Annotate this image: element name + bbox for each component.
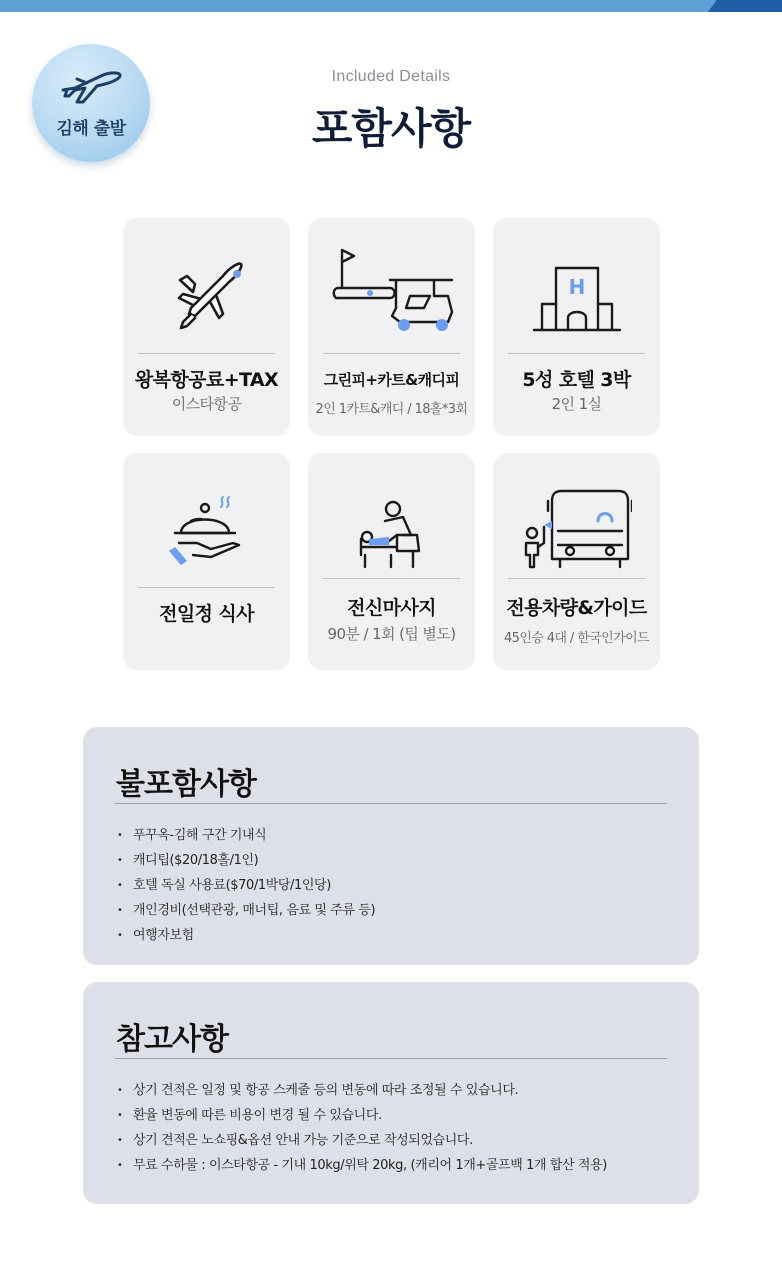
card-divider xyxy=(323,353,460,354)
list-item: • 상기 견적은 노쇼핑&옵션 안내 가능 기준으로 작성되었습니다. xyxy=(117,1128,607,1153)
golf-cart-icon xyxy=(330,248,454,334)
panel-divider xyxy=(115,1058,667,1059)
list-item: • 상기 견적은 일정 및 항공 스케줄 등의 변동에 따라 조정될 수 있습니다. xyxy=(117,1078,607,1103)
card-subtitle: 2인 1카트&캐디 / 18홀*3회 xyxy=(315,402,468,417)
page-title: 포함사항 xyxy=(311,104,471,153)
hotel-icon xyxy=(532,266,622,332)
notes-panel xyxy=(83,982,699,1204)
card-subtitle: 45인승 4대 / 한국인가이드 xyxy=(503,631,649,646)
card-divider xyxy=(508,353,645,354)
card-divider xyxy=(323,578,460,579)
card-title: 5성 호텔 3박 xyxy=(522,369,631,391)
card-divider xyxy=(138,353,275,354)
notes-title: 참고사항 xyxy=(116,1022,228,1057)
card-title: 그린피+카트&캐디피 xyxy=(323,371,460,389)
card-divider xyxy=(138,587,275,588)
included-card-hotel xyxy=(493,218,660,436)
included-card-airfare xyxy=(123,218,290,436)
card-divider xyxy=(508,578,645,579)
excluded-panel xyxy=(83,727,699,965)
excluded-title: 불포함사항 xyxy=(116,767,256,802)
card-title: 전용차량&가이드 xyxy=(506,597,647,619)
top-bar-accent xyxy=(708,0,782,12)
included-card-meals xyxy=(123,453,290,670)
badge-label: 김해 출발 xyxy=(56,119,126,139)
list-item: • 무료 수하물 : 이스타항공 - 기내 10kg/위탁 20kg, (캐리어 1개+골프백 1개 합산 적용) xyxy=(117,1153,607,1178)
card-subtitle: 2인 1실 xyxy=(551,395,602,413)
card-title: 전신마사지 xyxy=(347,597,436,619)
bus-guide-icon xyxy=(522,487,632,571)
list-item: • 호텔 독실 사용료($70/1박당/1인당) xyxy=(117,873,375,898)
card-subtitle: 90분 / 1회 (팁 별도) xyxy=(327,625,456,643)
card-title: 왕복항공료+TAX xyxy=(134,369,279,391)
excluded-list xyxy=(117,823,375,948)
included-card-golf xyxy=(308,218,475,436)
section-eyebrow: Included Details xyxy=(331,68,451,85)
list-item: • 여행자보험 xyxy=(117,923,375,948)
massage-icon xyxy=(357,497,427,569)
top-bar xyxy=(0,0,782,12)
meal-cloche-icon xyxy=(167,491,247,575)
list-item: • 환율 변동에 따른 비용이 변경 될 수 있습니다. xyxy=(117,1103,607,1128)
card-title: 전일정 식사 xyxy=(159,603,254,625)
airplane-icon xyxy=(165,256,249,340)
list-item: • 개인경비(선택관광, 매너팁, 음료 및 주류 등) xyxy=(117,898,375,923)
svg-text:H: H xyxy=(568,275,585,299)
notes-list xyxy=(117,1078,607,1178)
card-subtitle: 이스타항공 xyxy=(171,395,242,413)
list-item: • 캐디팁($20/18홀/1인) xyxy=(117,848,375,873)
panel-divider xyxy=(115,803,667,804)
list-item: • 푸꾸옥-김해 구간 기내식 xyxy=(117,823,375,848)
included-card-massage xyxy=(308,453,475,670)
included-card-bus-guide xyxy=(493,453,660,670)
